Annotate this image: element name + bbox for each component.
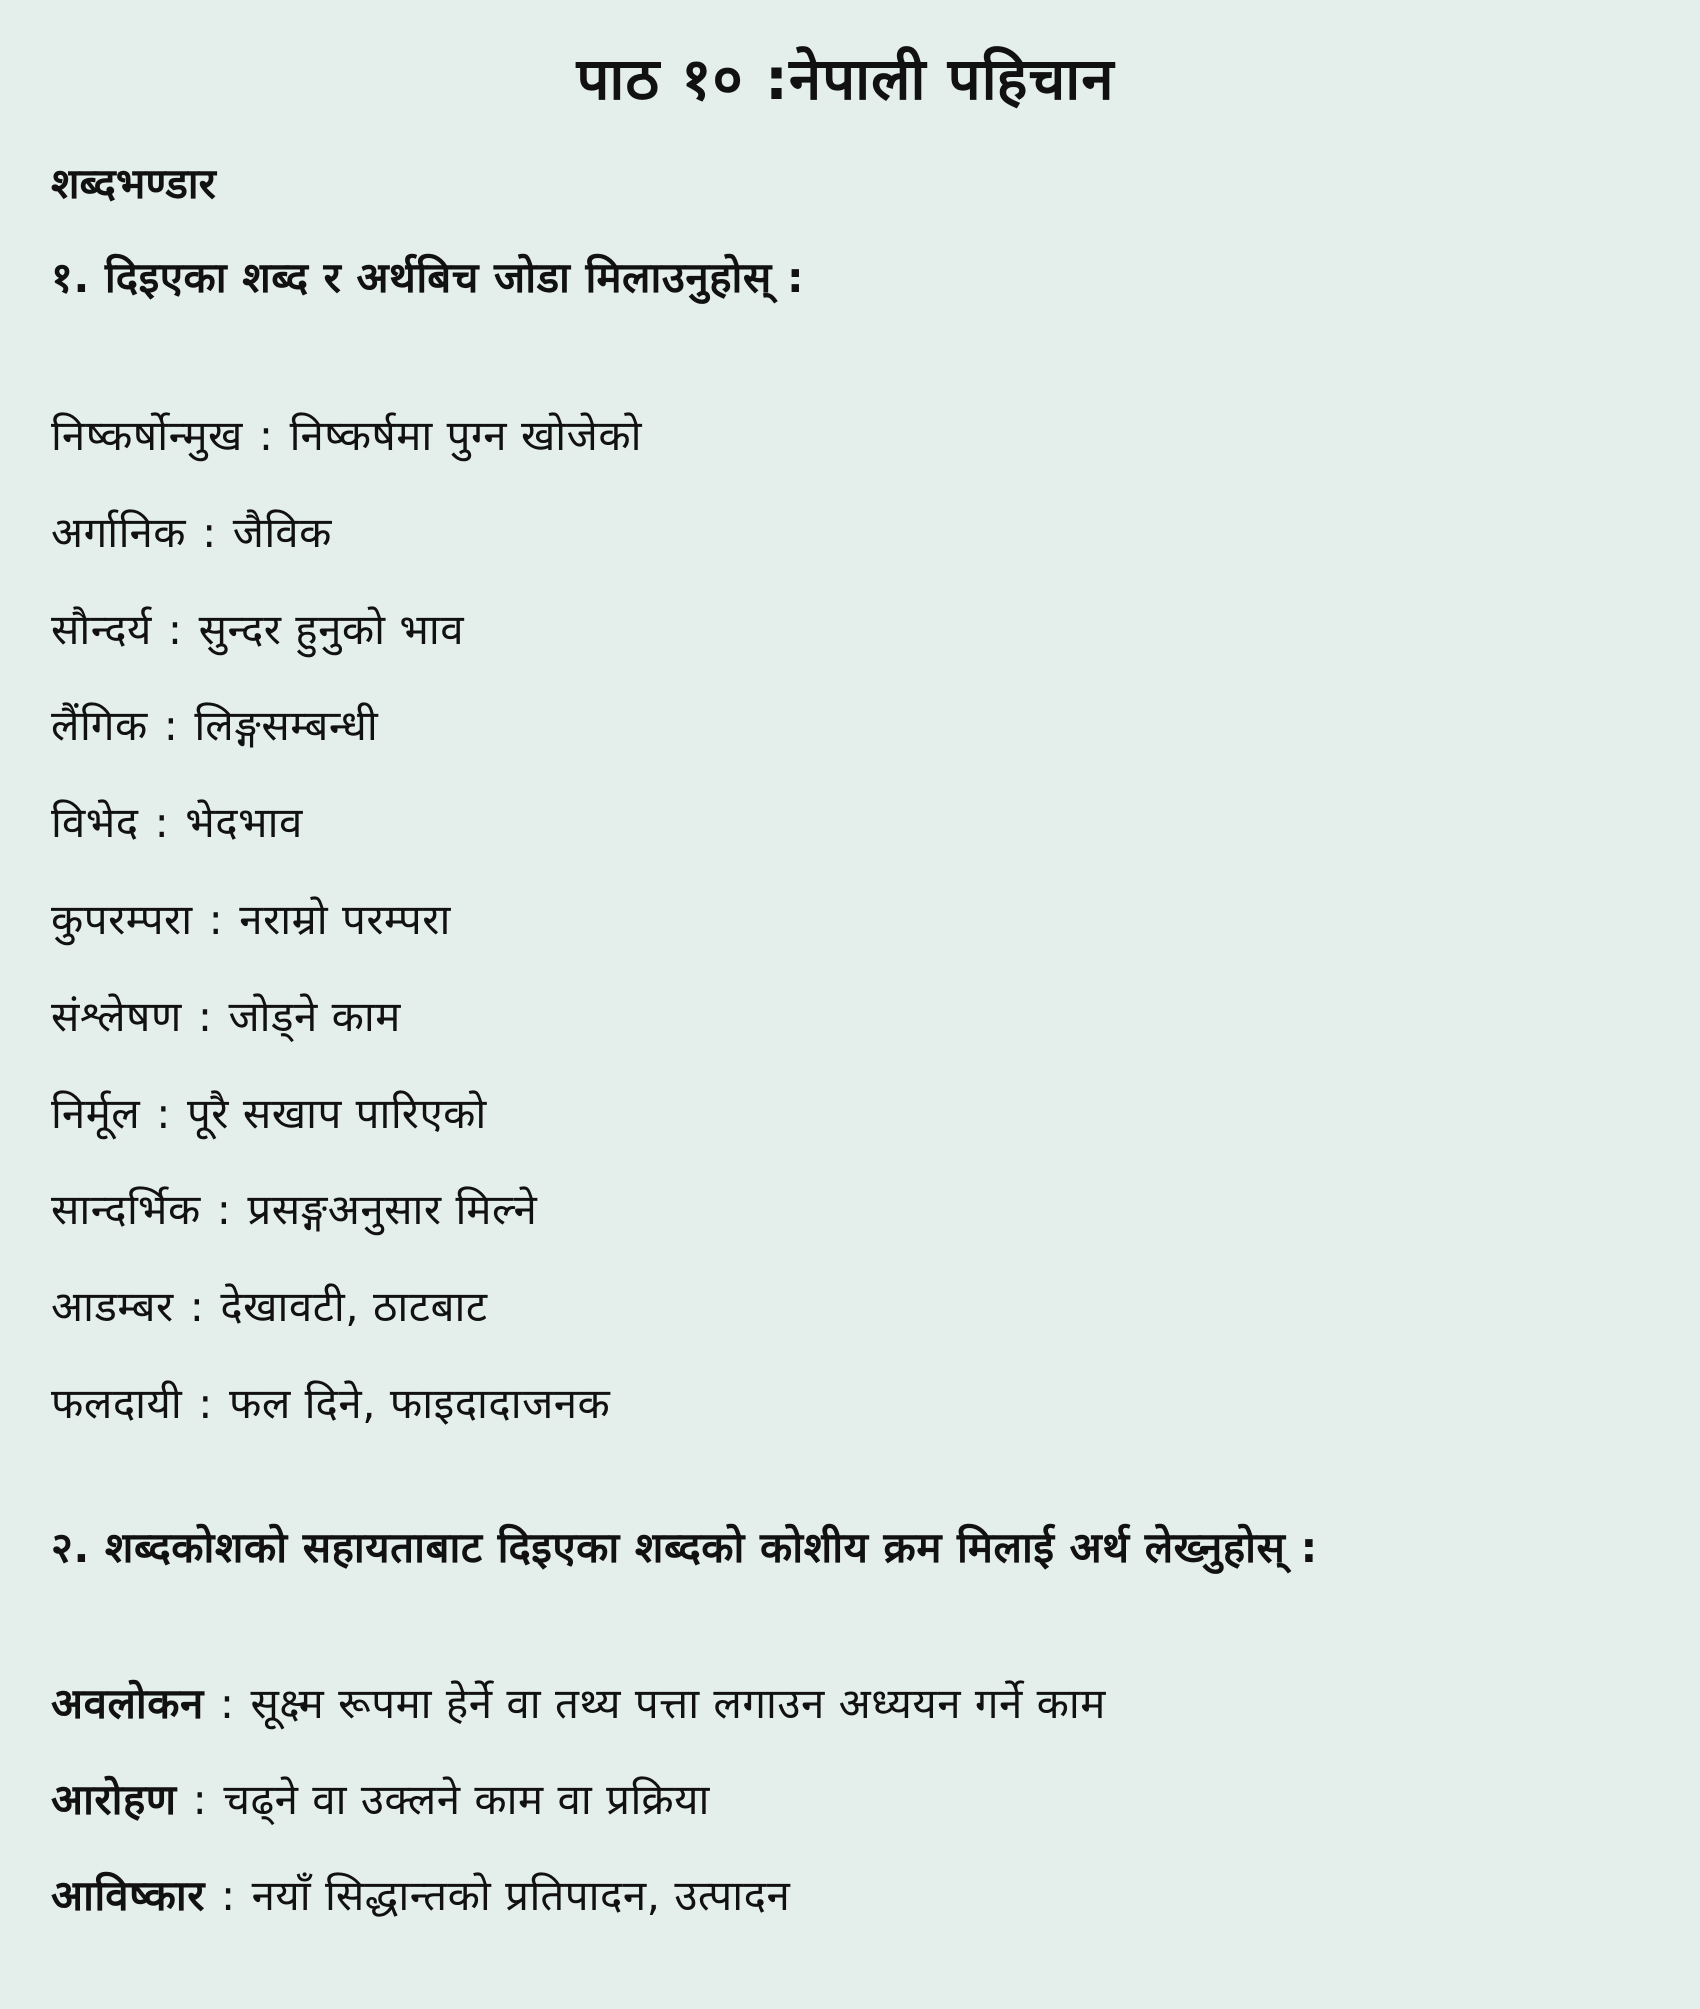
word-meaning-row [51, 1086, 1640, 1142]
separator: : [163, 701, 179, 751]
word-meaning-row [51, 408, 1640, 464]
exercise-2-heading: २. शब्दकोशको सहायताबाट दिइएका शब्दको कोशीय क्रम मिलाई अर्थ लेख्नुहोस् : [51, 1522, 1318, 1572]
word-meaning-row [51, 1376, 1640, 1432]
meaning: नराम्रो परम्परा [239, 894, 451, 944]
meaning: प्रसङ्गअनुसार मिल्ने [247, 1185, 538, 1235]
meaning: जोड्ने काम [228, 991, 401, 1041]
term: कुपरम्परा [51, 894, 193, 944]
term: संश्लेषण [51, 991, 182, 1041]
term: अर्गानिक [51, 507, 187, 557]
exercise-2-list [51, 1676, 1640, 1924]
separator: : [258, 411, 274, 460]
separator: : [154, 798, 170, 848]
word-meaning-row [51, 698, 1640, 754]
word-meaning-row [51, 989, 1640, 1045]
word-meaning-row [51, 1182, 1640, 1238]
meaning: सुन्दर हुनुको भाव [198, 604, 465, 654]
meaning: पूरै सखाप पारिएको [186, 1088, 487, 1138]
lesson-title: पाठ १० :नेपाली पहिचान [576, 45, 1115, 113]
separator: : [198, 1378, 213, 1428]
exercise-1-list [51, 408, 1640, 1432]
term: निर्मूल [51, 1088, 141, 1138]
entry-meaning: सूक्ष्म रूपमा हेर्ने वा तथ्य पत्ता लगाउन अध्ययन गर्ने काम [250, 1678, 1106, 1728]
separator: : [192, 1774, 208, 1824]
entry-term: आविष्कार [51, 1870, 205, 1920]
separator: : [220, 1870, 236, 1920]
term: निष्कर्षोन्मुख [51, 411, 243, 460]
separator: : [216, 1185, 232, 1235]
separator: : [219, 1678, 235, 1728]
term: लैंगिक [51, 701, 148, 751]
separator: : [156, 1088, 171, 1138]
word-meaning-row [51, 1279, 1640, 1335]
word-meaning-row [51, 892, 1640, 948]
word-meaning-row [51, 505, 1640, 561]
meaning: लिङ्गसम्बन्धी [194, 701, 379, 751]
meaning: जैविक [232, 507, 332, 557]
term: फलदायी [51, 1378, 183, 1428]
separator: : [208, 894, 224, 944]
term: सान्दर्भिक [51, 1185, 201, 1235]
separator: : [197, 991, 213, 1041]
entry-term: अवलोकन [51, 1678, 204, 1728]
separator: : [189, 1282, 205, 1332]
dictionary-entry-row [51, 1868, 1640, 1924]
entry-meaning: चढ्ने वा उक्लने काम वा प्रक्रिया [223, 1774, 710, 1824]
separator: : [202, 507, 217, 557]
term: आडम्बर [51, 1282, 174, 1332]
dictionary-entry-row [51, 1676, 1640, 1732]
section-label-vocabulary: शब्दभण्डार [51, 159, 216, 208]
dictionary-entry-row [51, 1772, 1640, 1828]
meaning: फल दिने, फाइदादाजनक [228, 1378, 611, 1428]
meaning: देखावटी, ठाटबाट [220, 1282, 488, 1332]
entry-term: आरोहण [51, 1774, 177, 1824]
term: सौन्दर्य [51, 604, 152, 654]
entry-meaning: नयाँ सिद्धान्तको प्रतिपादन, उत्पादन [251, 1870, 791, 1920]
word-meaning-row [51, 795, 1640, 851]
meaning: निष्कर्षमा पुग्न खोजेको [289, 411, 642, 460]
meaning: भेदभाव [185, 798, 303, 848]
separator: : [167, 604, 183, 654]
word-meaning-row [51, 602, 1640, 658]
exercise-1-heading: १. दिइएका शब्द र अर्थबिच जोडा मिलाउनुहोस् : [51, 253, 805, 302]
term: विभेद [51, 798, 139, 848]
